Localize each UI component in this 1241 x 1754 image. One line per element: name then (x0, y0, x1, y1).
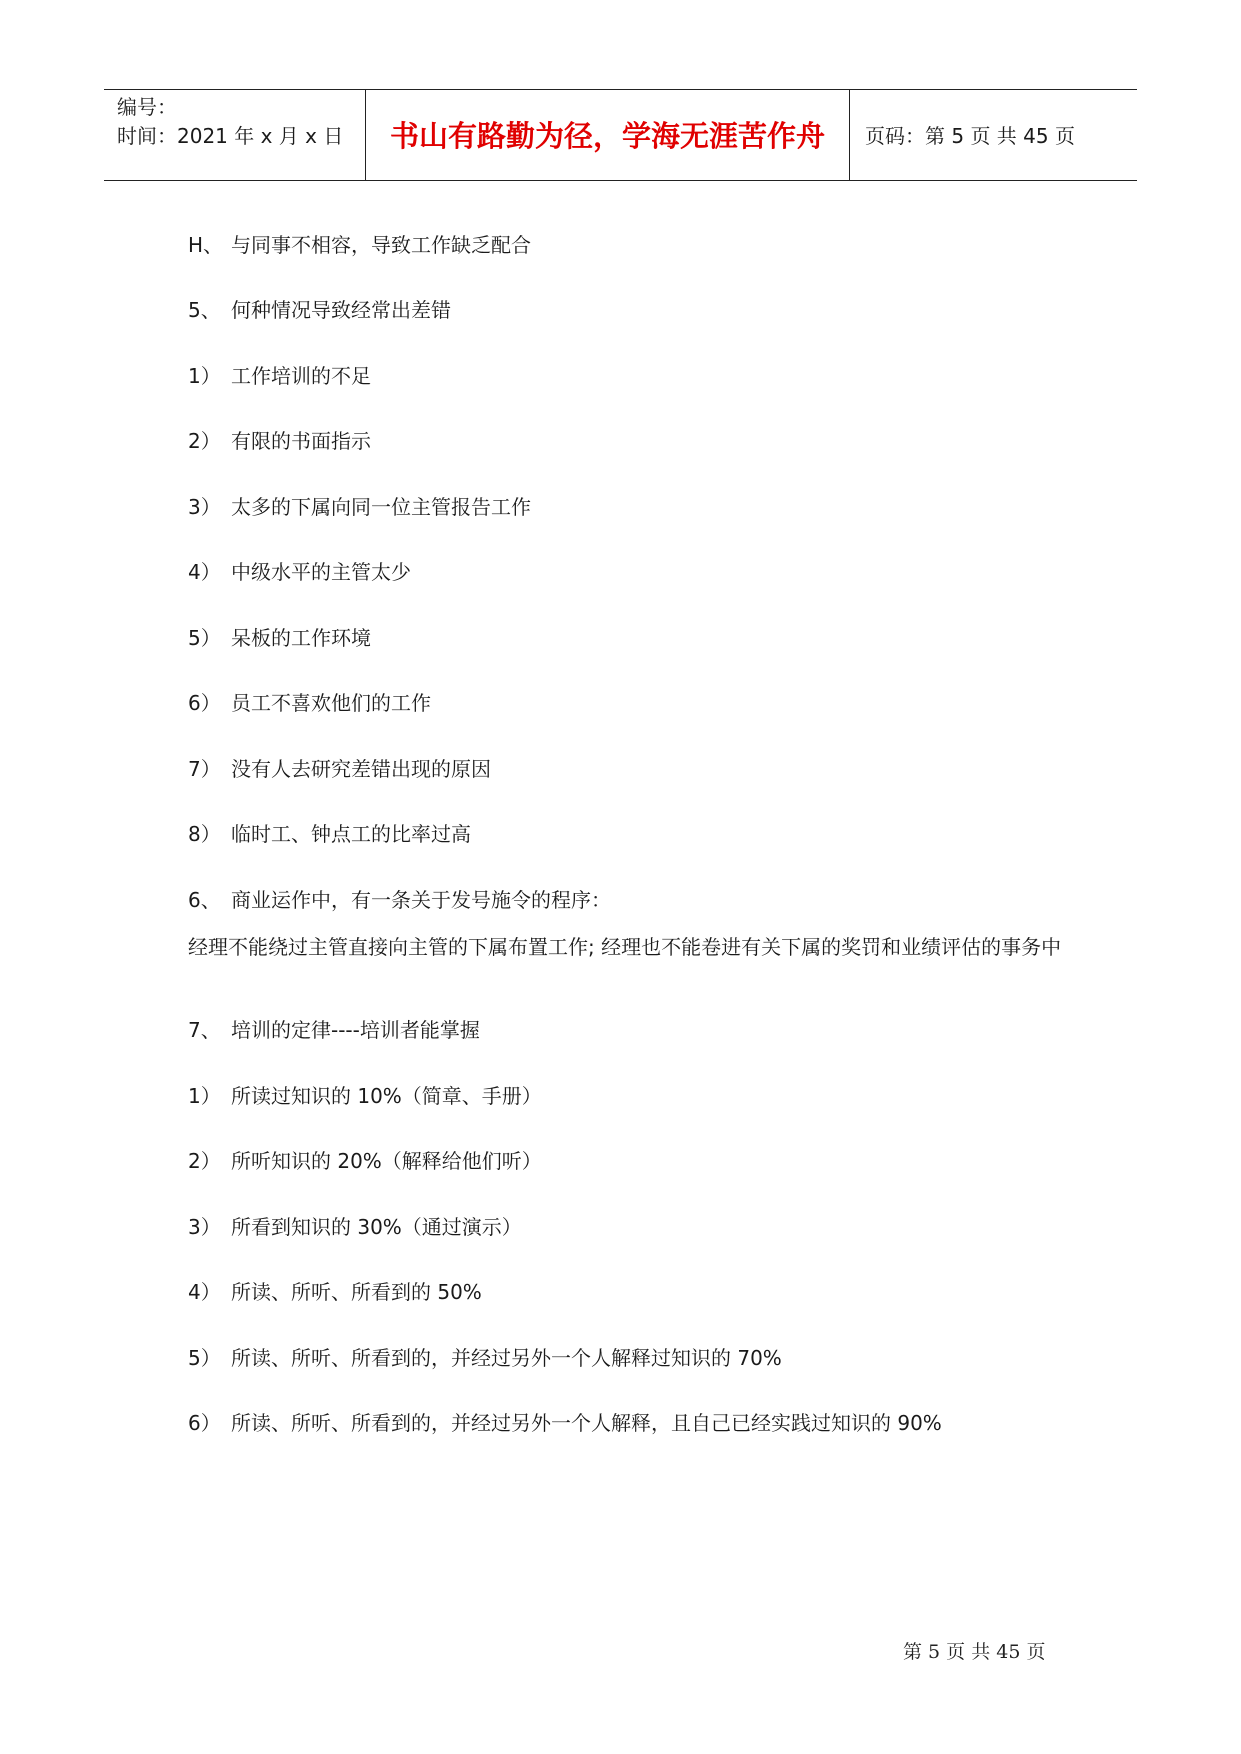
list-item (188, 559, 411, 585)
header-divider (849, 90, 850, 180)
list-item-number: 2） (188, 1149, 221, 1173)
list-item-text: 所读、所听、所看到的 50% (231, 1280, 482, 1304)
list-item-text: 所听知识的 20%（解释给他们听） (231, 1149, 542, 1173)
list-item (188, 428, 371, 454)
page-footer: 第 5 页 共 45 页 (903, 1641, 1046, 1663)
list-item (188, 625, 371, 651)
list-item (188, 821, 471, 847)
list-item-number: 5） (188, 1346, 221, 1370)
list-item (188, 1083, 542, 1109)
list-item-text: 所读、所听、所看到的，并经过另外一个人解释，且自己已经实践过知识的 90% (231, 1411, 942, 1435)
list-item-text: 培训的定律----培训者能掌握 (231, 1018, 480, 1042)
list-item (188, 1017, 480, 1043)
list-item-text: 所读、所听、所看到的，并经过另外一个人解释过知识的 70% (231, 1346, 782, 1370)
list-item-text: 中级水平的主管太少 (231, 560, 411, 584)
list-item-text: 所看到知识的 30%（通过演示） (231, 1215, 522, 1239)
body-paragraph: 经理不能绕过主管直接向主管的下属布置工作; 经理也不能卷进有关下属的奖罚和业绩评估的事务中 (188, 935, 1062, 959)
list-item-number: 6） (188, 1411, 221, 1435)
list-item-number: 7、 (188, 1018, 221, 1042)
list-item-text: 商业运作中，有一条关于发号施令的程序： (231, 888, 611, 912)
header-page-info: 页码：第 5 页 共 45 页 (865, 124, 1075, 148)
list-item-text: 临时工、钟点工的比率过高 (231, 822, 471, 846)
list-item-text: 呆板的工作环境 (231, 626, 371, 650)
list-item (188, 494, 531, 520)
list-item-text: 何种情况导致经常出差错 (231, 298, 451, 322)
list-item (188, 1148, 542, 1174)
list-item (188, 297, 451, 323)
list-item-text: 与同事不相容，导致工作缺乏配合 (231, 233, 531, 257)
list-item-text: 有限的书面指示 (231, 429, 371, 453)
header-time-label: 时间：2021 年 x 月 x 日 (117, 124, 344, 148)
header-number-label: 编号： (117, 95, 177, 119)
list-item (188, 1345, 782, 1371)
list-item-text: 工作培训的不足 (231, 364, 371, 388)
list-item-number: H、 (188, 233, 224, 257)
list-item-number: 6） (188, 691, 221, 715)
list-item (188, 1214, 522, 1240)
list-item-number: 6、 (188, 888, 221, 912)
list-item (188, 887, 611, 913)
list-item-number: 4） (188, 560, 221, 584)
list-item (188, 1410, 942, 1436)
list-item-text: 所读过知识的 10%（简章、手册） (231, 1084, 542, 1108)
list-item-number: 1） (188, 364, 221, 388)
list-item-number: 1） (188, 1084, 221, 1108)
list-item (188, 756, 491, 782)
list-item-number: 4） (188, 1280, 221, 1304)
list-item (188, 690, 431, 716)
list-item (188, 1279, 482, 1305)
header-divider (365, 90, 366, 180)
list-item-number: 7） (188, 757, 221, 781)
list-item-number: 5） (188, 626, 221, 650)
list-item-text: 没有人去研究差错出现的原因 (231, 757, 491, 781)
list-item-number: 5、 (188, 298, 221, 322)
list-item (188, 232, 531, 258)
list-item-number: 8） (188, 822, 221, 846)
list-item-text: 员工不喜欢他们的工作 (231, 691, 431, 715)
list-item-number: 3） (188, 1215, 221, 1239)
list-item (188, 363, 371, 389)
page-header (104, 89, 1137, 181)
header-meta (117, 93, 343, 151)
header-motto: 书山有路勤为径，学海无涯苦作舟 (389, 119, 825, 153)
list-item-text: 太多的下属向同一位主管报告工作 (231, 495, 531, 519)
list-item-number: 3） (188, 495, 221, 519)
list-item-number: 2） (188, 429, 221, 453)
